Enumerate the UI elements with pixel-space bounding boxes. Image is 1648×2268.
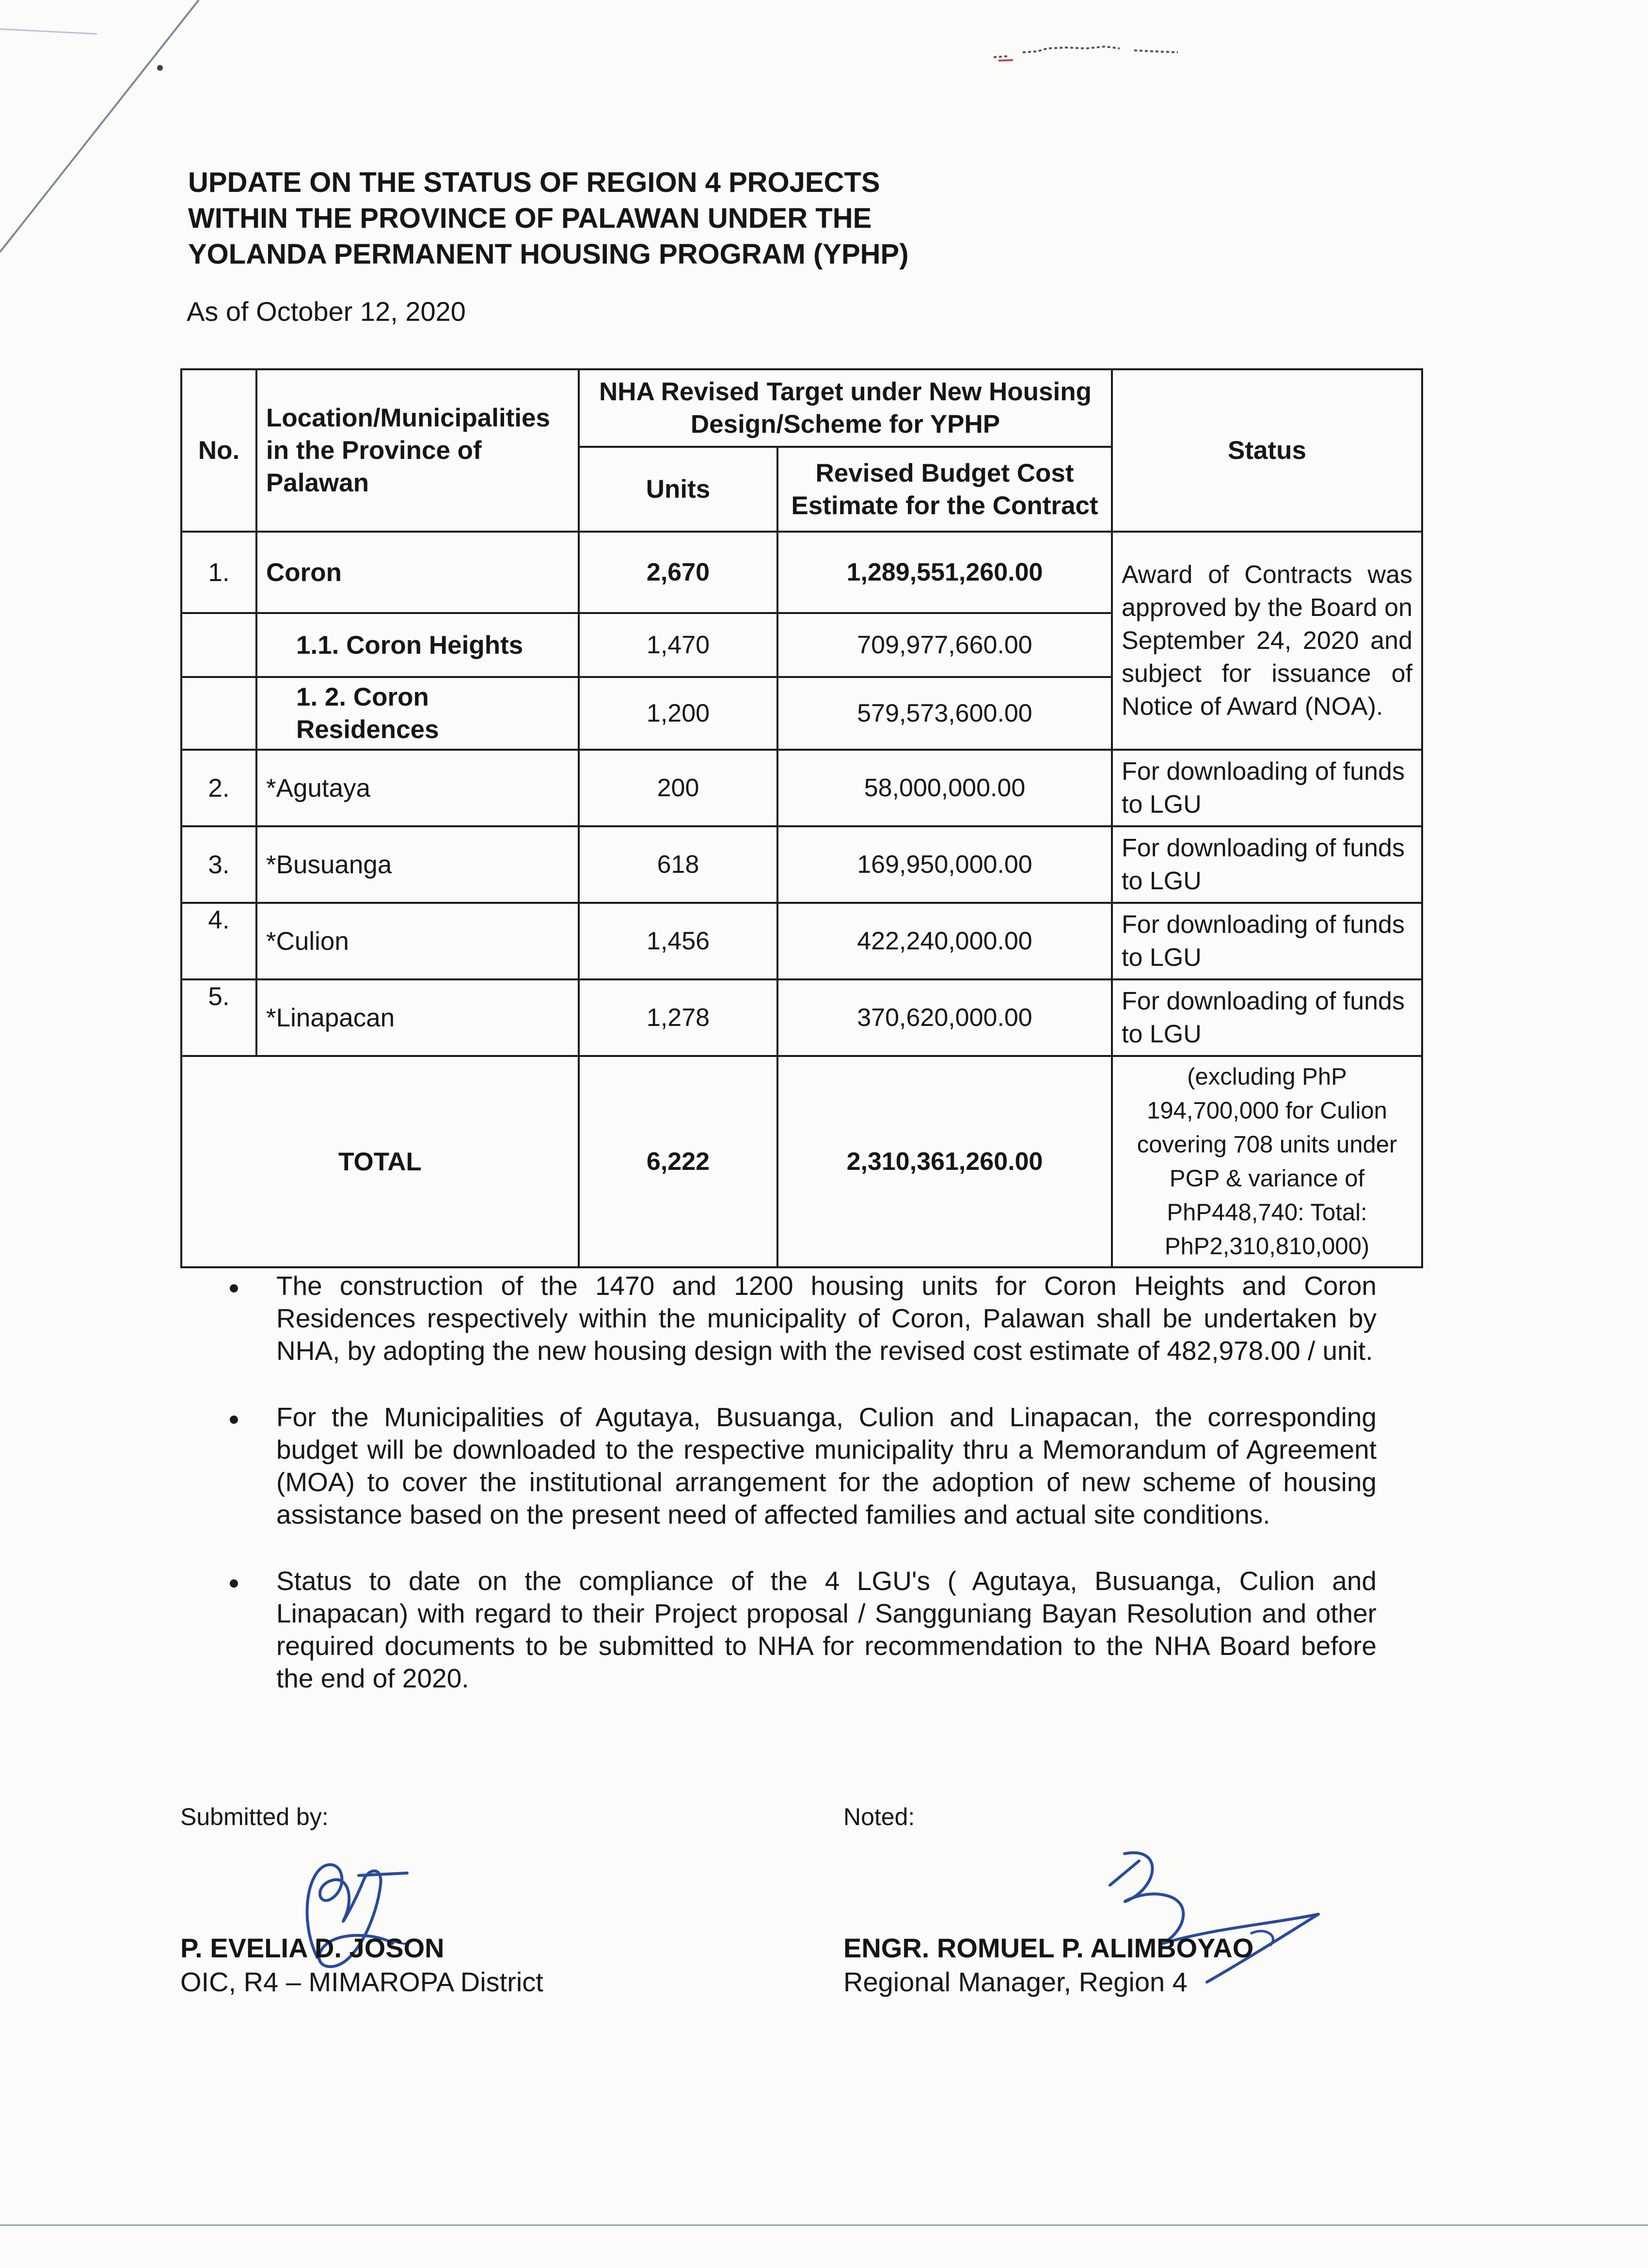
row-location: *Agutaya	[256, 750, 579, 826]
note-text: The construction of the 1470 and 1200 housing units for Coron Heights and Coron Residences respectively within the municipality of Coron, Palawan shall be undertaken by NHA, by adopting the new housing design with the revised cost estimate of 482,978.00 / unit.	[276, 1271, 1377, 1366]
signatory-position: Regional Manager, Region 4	[843, 1967, 1188, 1997]
row-budget: 422,240,000.00	[777, 903, 1112, 979]
row-no: 4.	[181, 903, 256, 979]
row-location: 1.1. Coron Heights	[256, 613, 579, 677]
row-location: *Culion	[256, 903, 579, 979]
row-units: 1,470	[579, 613, 777, 677]
row-location: *Linapacan	[256, 979, 579, 1056]
header-nha-target: NHA Revised Target under New Housing Design/Scheme for YPHP	[579, 369, 1112, 447]
projects-table	[180, 368, 1423, 1268]
bullet-icon	[230, 1579, 238, 1588]
row-status-coron: Award of Contracts was approved by the Board on September 24, 2020 and subject for issuance of Notice of Award (NOA).	[1112, 532, 1422, 750]
row-no	[181, 677, 256, 750]
row-units: 2,670	[579, 532, 777, 613]
row-units: 1,456	[579, 903, 777, 979]
row-budget: 579,573,600.00	[777, 677, 1112, 750]
submitted-by-label: Submitted by:	[180, 1803, 329, 1830]
row-location: *Busuanga	[256, 826, 579, 903]
table-row	[181, 750, 1422, 826]
row-no	[181, 613, 256, 677]
list-item	[223, 1401, 1377, 1531]
row-status: For downloading of funds to LGU	[1112, 750, 1422, 826]
total-status: (excluding PhP 194,700,000 for Culion covering 708 units under PGP & variance of PhP448,740: Total: PhP2,310,810,000)	[1112, 1056, 1422, 1267]
row-location: 1. 2. Coron Residences	[256, 677, 579, 750]
header-units: Units	[579, 447, 777, 532]
row-status: For downloading of funds to LGU	[1112, 903, 1422, 979]
row-units: 1,278	[579, 979, 777, 1056]
document-title	[188, 165, 909, 272]
row-no: 3.	[181, 826, 256, 903]
notes-list	[223, 1270, 1377, 1729]
row-budget: 169,950,000.00	[777, 826, 1112, 903]
row-status: For downloading of funds to LGU	[1112, 979, 1422, 1056]
header-budget: Revised Budget Cost Estimate for the Contract	[777, 447, 1112, 532]
table-row	[181, 903, 1422, 979]
signatory-position: OIC, R4 – MIMAROPA District	[180, 1967, 543, 1997]
header-no: No.	[181, 369, 256, 532]
row-budget: 1,289,551,260.00	[777, 532, 1112, 613]
row-units: 1,200	[579, 677, 777, 750]
table-row	[181, 826, 1422, 903]
header-status: Status	[1112, 369, 1422, 532]
table-row	[181, 532, 1422, 613]
note-text: For the Municipalities of Agutaya, Busuanga, Culion and Linapacan, the corresponding budget will be downloaded to the respective municipality thru a Memorandum of Agreement (MOA) to cover the institutional arrangement for the adoption of new scheme of housing assistance based on the present need of affected families and actual site conditions.	[276, 1402, 1377, 1529]
list-item	[223, 1270, 1377, 1367]
scan-bottom-edge	[0, 2224, 1648, 2226]
row-location: Coron	[256, 532, 579, 613]
row-units: 200	[579, 750, 777, 826]
scan-noise-marks	[994, 34, 1197, 63]
row-units: 618	[579, 826, 777, 903]
row-no: 1.	[181, 532, 256, 613]
title-line-3: YOLANDA PERMANENT HOUSING PROGRAM (YPHP)	[188, 238, 909, 270]
noted-label: Noted:	[843, 1803, 915, 1830]
signatory-name: P. EVELIA D. JOSON	[180, 1933, 444, 1963]
as-of-date: As of October 12, 2020	[187, 296, 466, 327]
bullet-icon	[230, 1284, 238, 1292]
row-budget: 709,977,660.00	[777, 613, 1112, 677]
total-label: TOTAL	[181, 1056, 579, 1267]
note-text: Status to date on the compliance of the 4 LGU's ( Agutaya, Busuanga, Culion and Linapacan) with regard to their Project proposal / Sangguniang Bayan Resolution and other required documents to be submitted to NHA for recommendation to the NHA Board before the end of 2020.	[276, 1566, 1377, 1693]
title-line-2: WITHIN THE PROVINCE OF PALAWAN UNDER THE	[188, 203, 872, 234]
title-line-1: UPDATE ON THE STATUS OF REGION 4 PROJECTS	[188, 167, 880, 198]
row-budget: 370,620,000.00	[777, 979, 1112, 1056]
list-item	[223, 1565, 1377, 1695]
row-budget: 58,000,000.00	[777, 750, 1112, 826]
signatory-name: ENGR. ROMUEL P. ALIMBOYAO	[843, 1933, 1254, 1963]
signatory-noted	[843, 1931, 1253, 1999]
table-row	[181, 979, 1422, 1056]
row-no: 2.	[181, 750, 256, 826]
row-no: 5.	[181, 979, 256, 1056]
total-units: 6,222	[579, 1056, 777, 1267]
header-location: Location/Municipalities in the Province of Palawan	[256, 369, 579, 532]
bullet-icon	[230, 1416, 238, 1424]
total-row	[181, 1056, 1422, 1267]
total-budget: 2,310,361,260.00	[777, 1056, 1112, 1267]
row-status: For downloading of funds to LGU	[1112, 826, 1422, 903]
signatory-submitted	[180, 1931, 543, 1999]
